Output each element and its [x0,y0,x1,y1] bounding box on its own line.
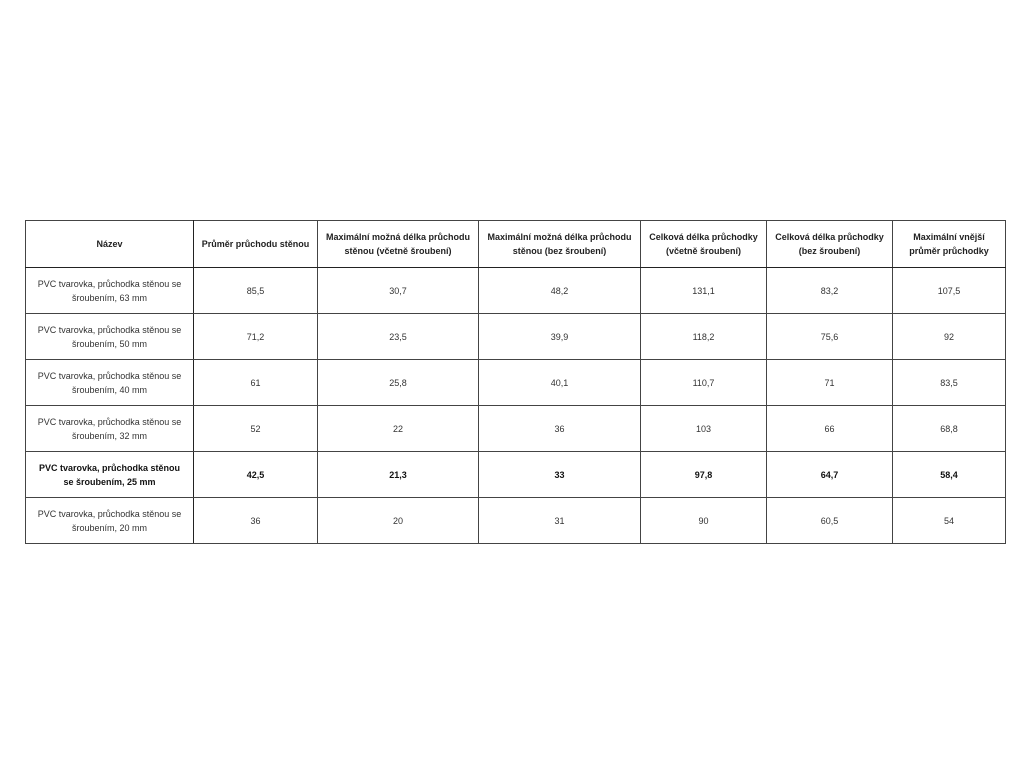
table-header-row [26,221,1006,268]
cell-max-length-without-fitting: 40,1 [479,360,641,406]
cell-name: PVC tvarovka, průchodka stěnou se šroubením, 40 mm [26,360,194,406]
cell-name: PVC tvarovka, průchodka stěnou se šroubením, 25 mm [26,452,194,498]
header-max-length-with-fitting: Maximální možná délka průchodu stěnou (včetně šroubení) [318,221,479,268]
header-total-length-without-fitting: Celková délka průchodky (bez šroubení) [767,221,893,268]
spec-table-container [25,220,1005,544]
cell-max-length-without-fitting: 31 [479,498,641,544]
header-max-outer-diameter: Maximální vnější průměr průchodky [893,221,1006,268]
cell-total-length-without-fitting: 75,6 [767,314,893,360]
cell-max-length-without-fitting: 48,2 [479,268,641,314]
header-total-length-with-fitting: Celková délka průchodky (včetně šroubení) [641,221,767,268]
cell-max-length-with-fitting: 30,7 [318,268,479,314]
table-row [26,498,1006,544]
cell-total-length-with-fitting: 97,8 [641,452,767,498]
cell-max-outer-diameter: 107,5 [893,268,1006,314]
table-row [26,314,1006,360]
cell-max-outer-diameter: 92 [893,314,1006,360]
cell-total-length-without-fitting: 71 [767,360,893,406]
header-wall-diameter: Průměr průchodu stěnou [194,221,318,268]
spec-table [25,220,1006,544]
cell-max-outer-diameter: 58,4 [893,452,1006,498]
cell-total-length-without-fitting: 66 [767,406,893,452]
cell-wall-diameter: 61 [194,360,318,406]
cell-max-outer-diameter: 54 [893,498,1006,544]
cell-wall-diameter: 52 [194,406,318,452]
cell-total-length-without-fitting: 83,2 [767,268,893,314]
header-max-length-without-fitting: Maximální možná délka průchodu stěnou (bez šroubení) [479,221,641,268]
cell-total-length-without-fitting: 60,5 [767,498,893,544]
table-row [26,406,1006,452]
cell-name: PVC tvarovka, průchodka stěnou se šroubením, 20 mm [26,498,194,544]
cell-wall-diameter: 42,5 [194,452,318,498]
cell-total-length-with-fitting: 90 [641,498,767,544]
cell-max-length-with-fitting: 23,5 [318,314,479,360]
table-row [26,360,1006,406]
cell-wall-diameter: 85,5 [194,268,318,314]
cell-max-length-without-fitting: 36 [479,406,641,452]
cell-total-length-without-fitting: 64,7 [767,452,893,498]
cell-max-outer-diameter: 68,8 [893,406,1006,452]
cell-max-length-without-fitting: 33 [479,452,641,498]
cell-total-length-with-fitting: 103 [641,406,767,452]
header-name: Název [26,221,194,268]
cell-name: PVC tvarovka, průchodka stěnou se šroubením, 50 mm [26,314,194,360]
cell-name: PVC tvarovka, průchodka stěnou se šroubením, 32 mm [26,406,194,452]
cell-total-length-with-fitting: 118,2 [641,314,767,360]
cell-max-length-with-fitting: 22 [318,406,479,452]
cell-max-length-without-fitting: 39,9 [479,314,641,360]
cell-name: PVC tvarovka, průchodka stěnou se šroubením, 63 mm [26,268,194,314]
table-row-highlighted [26,452,1006,498]
cell-max-outer-diameter: 83,5 [893,360,1006,406]
cell-max-length-with-fitting: 21,3 [318,452,479,498]
table-row [26,268,1006,314]
cell-max-length-with-fitting: 20 [318,498,479,544]
cell-wall-diameter: 36 [194,498,318,544]
cell-total-length-with-fitting: 131,1 [641,268,767,314]
cell-max-length-with-fitting: 25,8 [318,360,479,406]
cell-total-length-with-fitting: 110,7 [641,360,767,406]
cell-wall-diameter: 71,2 [194,314,318,360]
